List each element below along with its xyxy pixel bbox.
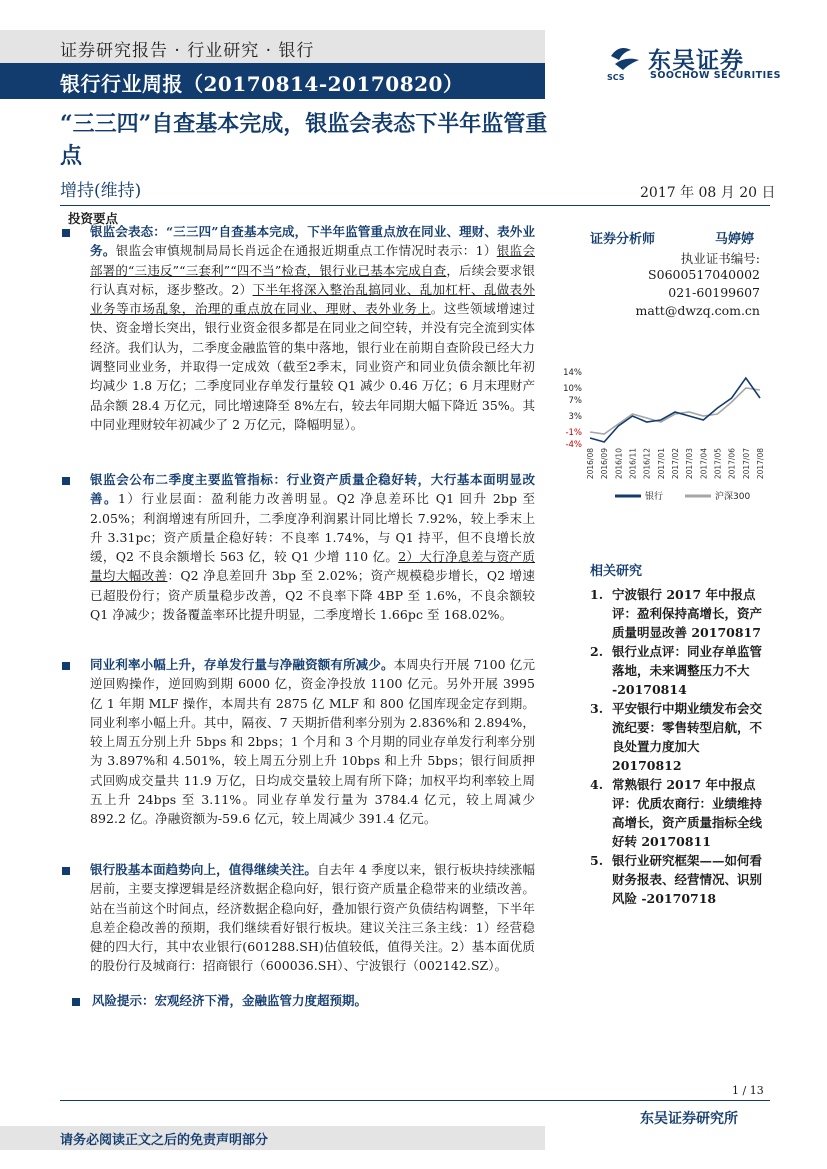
footer-rule xyxy=(60,1100,770,1101)
section-1-lead: 银监会表态：“三三四”自查基本完成，下半年监管重点放在同业、理财、表外业务。 xyxy=(90,224,535,259)
header-rule xyxy=(60,205,770,206)
x-tick-label: 2017/01 xyxy=(656,448,666,480)
section-4-text: 自去年 4 季度以来，银行板块持续涨幅居前，主要支撑逻辑是经济数据企稳向好，银行资产质量企稳带来的业绩改善。站在当前这个时间点，经济数据企稳向好，叠加银行资产负债结构调整，下半年息差企稳改善的预期，我们继续看好银行板块。建议关注三条主线：1）经营稳健的四大行，其中农业银行(601288.SH)估值较低，值得关注。2）基本面优质的股份行及城商行：招商银行（600036.SH）、宁波银行（002142.SZ）。 xyxy=(90,862,535,974)
section-2-text: 1）行业层面：盈利能力改善明显。Q2 净息差环比 Q1 回升 2bp 至 2.05%；利润增速有所回升，二季度净利润累计同比增长 7.92%，较上季末上升 3.31pc；资产质量企稳好转：不良率 1.74%，与 Q1 持平，但不良增长放缓，Q2 不良余额增长 563 亿，较 Q1 少增 110 亿。 xyxy=(90,491,535,565)
x-tick-label: 2017/02 xyxy=(671,448,680,480)
x-tick-label: 2016/08 xyxy=(586,448,595,480)
brand-logo-icon xyxy=(605,42,647,82)
page-number: 1 / 13 xyxy=(732,1084,764,1097)
brand-mark: SCS xyxy=(607,73,625,82)
y-tick-label: 14% xyxy=(563,368,582,378)
rating: 增持(维持) xyxy=(60,181,142,201)
headline: “三三四”自查基本完成，银监会表态下半年监管重点 xyxy=(60,111,548,169)
x-tick-label: 2016/10 xyxy=(614,448,624,480)
report-category: 证券研究报告 · 行业研究 · 银行 xyxy=(60,41,315,61)
bullet-icon xyxy=(72,998,80,1006)
brand-name-cn: 东吴证券 xyxy=(648,48,744,74)
risk-note: 风险提示：宏观经济下滑，金融监管力度超预期。 xyxy=(92,993,368,1008)
x-tick-label: 2016/09 xyxy=(600,448,610,480)
y-tick-label: 10% xyxy=(563,384,582,394)
section-3-text: 本周央行开展 7100 亿元逆回购操作，逆回购到期 6000 亿，资金净投放 1100 亿元。另外开展 3995 亿 1 年期 MLF 操作，本周共有 2875 亿 MLF 和 800 亿国库现金定存到期。同业利率小幅上升。其中，隔夜、7 天期折借利率分别为 2.836%和 2.894%，较上周五分别上升 5bps 和 2bps；1 个月和 3 个月期的同业存单发行利率分别为 3.897%和 4.501%，较上周五分别上升 10bps 和上升 5bps；银行间质押式回购成交量共 11.9 万亿，日均成交量较上周有所下降；加权平均利率较上周五上升 24bps 至 3.11%。同业存单发行量为 3784.4 亿元，较上周减少 892.2 亿。净融资额为-59.6 亿元，较上周减少 391.4 亿元。 xyxy=(90,657,535,827)
section-4-lead: 银行股基本面趋势向上，值得继续关注。 xyxy=(90,862,318,877)
analyst-name: 马婷婷 xyxy=(715,232,755,247)
series-line xyxy=(590,378,760,442)
analyst-cert-no: S0600517040002 xyxy=(648,267,760,282)
y-tick-label: -1% xyxy=(565,428,582,438)
performance-chart xyxy=(560,368,775,508)
x-tick-label: 2017/03 xyxy=(685,448,695,480)
analyst-cert-label: 执业证书编号: xyxy=(680,251,760,266)
x-tick-label: 2016/12 xyxy=(642,448,652,480)
y-tick-label: 7% xyxy=(568,396,582,406)
brand-name-en: SOOCHOW SECURITIES xyxy=(650,70,781,81)
x-tick-label: 2017/07 xyxy=(741,448,751,480)
bullet-icon xyxy=(62,229,70,237)
analyst-phone: 021-60199607 xyxy=(668,285,760,300)
section-1-underline-1: 银监会部署的“三违反”“三套利”“四不当”检查，银行业已基本完成自查 xyxy=(90,243,535,278)
section-3-lead: 同业利率小幅上升，存单发行量与净融资额有所减少。 xyxy=(90,657,394,672)
disclaimer-note: 请务必阅读正文之后的免责声明部分 xyxy=(60,1133,269,1148)
analyst-label: 证券分析师 xyxy=(590,232,656,247)
legend-label: 银行 xyxy=(645,492,664,502)
report-title: 银行行业周报（20170814-20170820） xyxy=(60,72,464,96)
section-2-lead: 银监会公布二季度主要监管指标：行业资产质量企稳好转，大行基本面明显改善。 xyxy=(90,472,535,507)
section-1 xyxy=(90,222,535,434)
institute-name: 东吴证券研究所 xyxy=(640,1111,738,1127)
section-1-underline-2: 下半年将深入整治乱搞同业、乱加杠杆、乱做表外业务等市场乱象，治理的重点放在同业、理财、表外业务上 xyxy=(90,281,535,317)
bullet-icon xyxy=(62,477,70,485)
section-3 xyxy=(90,655,535,829)
related-item[interactable]: 1. 宁波银行 2017 年中报点评：盈利保持高增长，资产质量明显改善 20170817 xyxy=(590,587,763,640)
x-tick-label: 2016/11 xyxy=(628,448,638,480)
publish-date: 2017 年 08 月 20 日 xyxy=(640,185,776,201)
section-2-text-2: ：Q2 净息差回升 3bp 至 2.02%；资产规模稳步增长，Q2 增速已超股份行；资产质量稳步改善，Q2 不良率下降 4BP 至 1.6%，不良余额较 Q1 净减少；拨备覆盖率环比提升明显，二季度增长 1.66pc 至 168.02%。 xyxy=(90,568,535,623)
bullet-icon xyxy=(62,867,70,875)
key-points-label: 投资要点 xyxy=(68,211,119,226)
section-1-text-3: 。这些领域增速过快、资金增长突出，银行业资金很多都是在同业之间空转，并没有完全流到实体经济。我们认为，二季度金融监管的集中落地，银行业在前期自查阶段已经大力调整同业业务，并取得一定成效（截至2季末，同业资产和同业负债余额比年初均减少 1.8 万亿；二季度同业存单发行量较 Q1 减少 0.46 万亿；6 月末理财产品余额 28.4 万亿元，同比增速降至 8%左右，较去年同期大幅下降近 35%。其中同业理财较年初减少了 2 万亿元，降幅明显）。 xyxy=(90,301,535,432)
related-research-list xyxy=(590,585,765,908)
analyst-email[interactable]: matt@dwzq.com.cn xyxy=(635,303,760,318)
related-item[interactable]: 4. 常熟银行 2017 年中报点评：优质农商行：业绩维持高增长，资产质量指标全线好转 20170811 xyxy=(590,777,763,849)
section-1-text: 银监会审慎规制局局长肖远企在通报近期重点工作情况时表示：1） xyxy=(115,243,497,259)
section-4 xyxy=(90,860,535,976)
x-tick-label: 2017/08 xyxy=(756,448,765,480)
legend-label: 沪深300 xyxy=(715,492,751,502)
x-tick-label: 2017/05 xyxy=(713,448,723,480)
section-1-text-2: ，后续会要求银行认真对标，逐步整改。2） xyxy=(90,262,535,297)
y-tick-label: -4% xyxy=(565,440,582,450)
bullet-icon xyxy=(62,662,70,670)
related-item[interactable]: 3. 平安银行中期业绩发布会交流纪要：零售转型启航，不良处置力度加大 20170812 xyxy=(590,701,763,773)
related-research-label: 相关研究 xyxy=(590,564,643,579)
x-tick-label: 2017/04 xyxy=(699,448,709,480)
y-tick-label: 3% xyxy=(568,412,582,422)
x-tick-label: 2017/06 xyxy=(727,448,737,480)
related-item[interactable]: 5. 银行业研究框架——如何看财务报表、经营情况、识别风险 -20170718 xyxy=(590,853,763,906)
section-2-underline: 2）大行净息差与资产质量均大幅改善 xyxy=(90,549,535,584)
related-item[interactable]: 2. 银行业点评：同业存单监管落地，未来调整压力不大 -20170814 xyxy=(590,644,763,697)
section-2 xyxy=(90,470,535,624)
